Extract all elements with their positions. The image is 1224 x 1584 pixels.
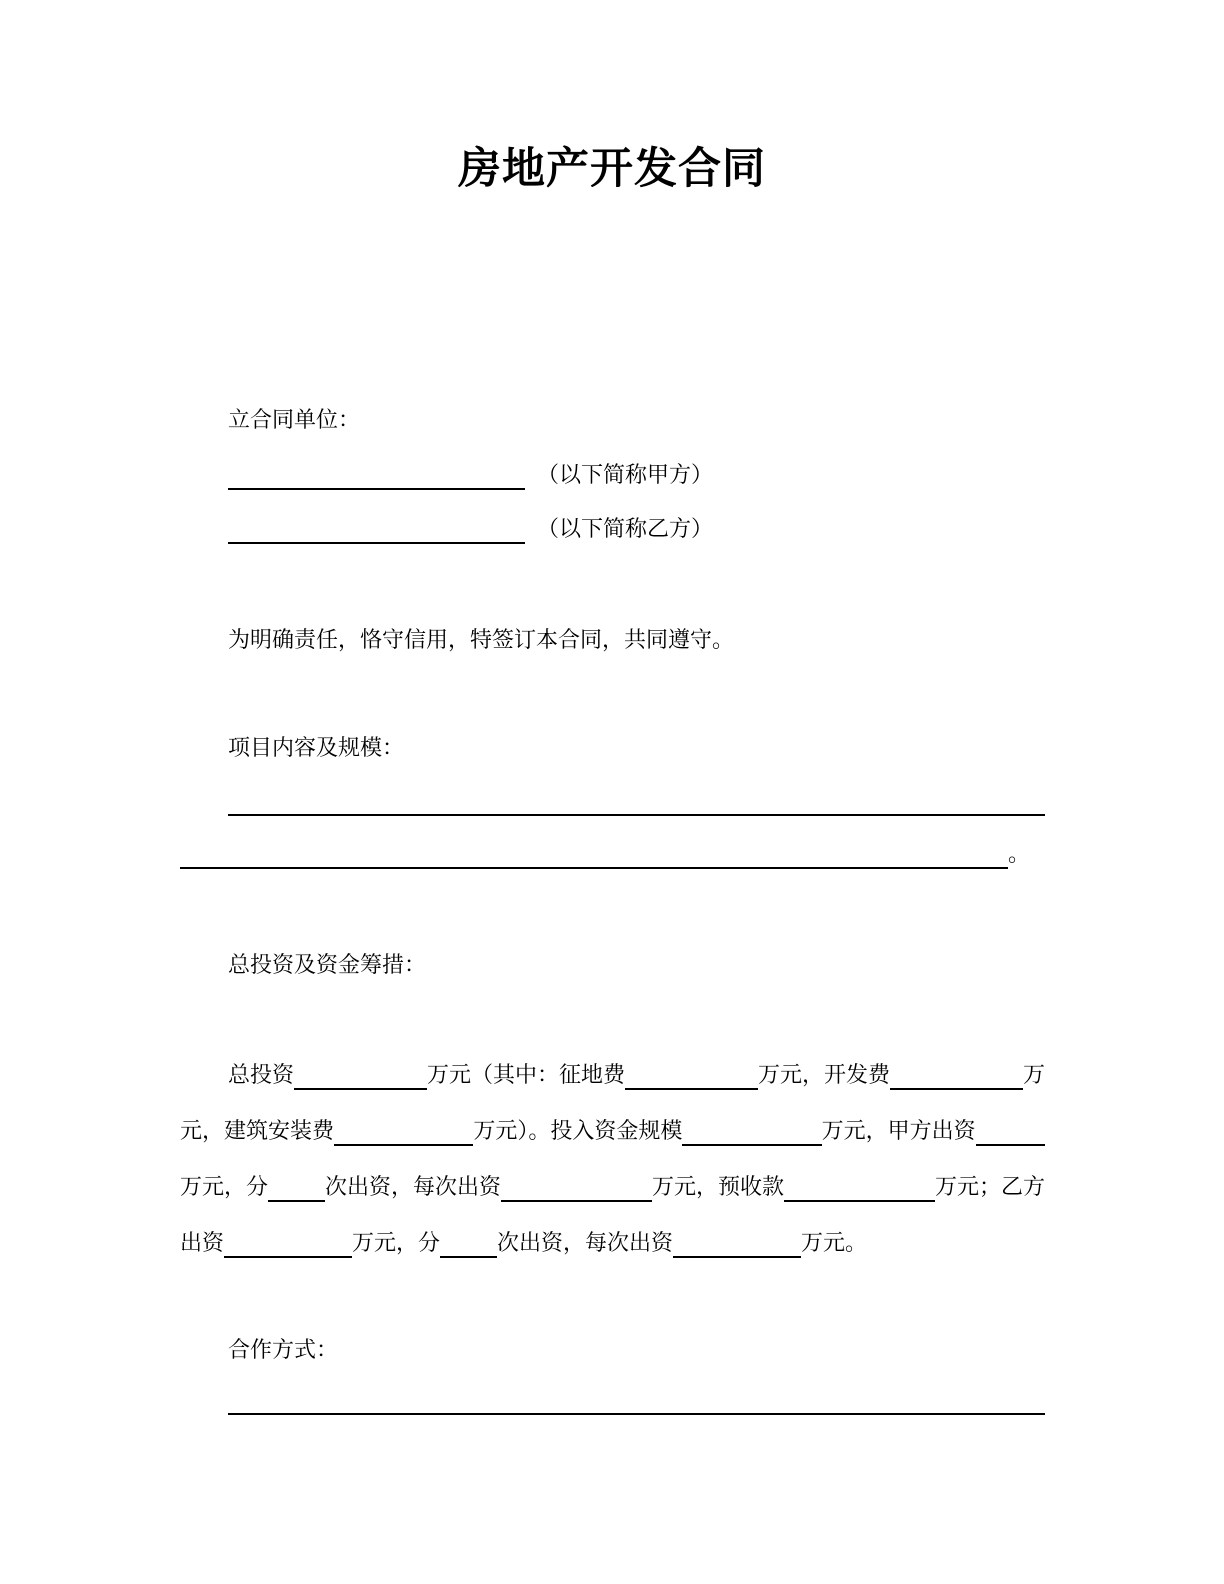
- fill-in-blank: [976, 1116, 1045, 1146]
- paragraph-text-segment: 万元）。投入资金规模: [473, 1118, 683, 1143]
- fill-in-blank: [673, 1228, 801, 1258]
- paragraph-text-segment: 万元，分: [352, 1230, 441, 1255]
- paragraph-text-segment: 元，建筑安装费: [180, 1118, 335, 1143]
- investment-paragraph: [180, 1060, 1045, 1284]
- project-fill-in-blank-2: [180, 839, 1008, 869]
- paragraph-text-segment: 次出资，每次出资: [497, 1230, 674, 1255]
- fill-in-blank: [890, 1060, 1023, 1090]
- fill-in-blank: [625, 1060, 758, 1090]
- parties-label: 立合同单位：: [228, 407, 361, 432]
- paragraph-line: [180, 1172, 1045, 1202]
- paragraph-text-segment: 万元（其中：征地费: [427, 1062, 626, 1087]
- project-line-end-period: 。: [1008, 841, 1031, 866]
- party-a-row: [228, 460, 713, 490]
- paragraph-text-segment: 万元，预收款: [652, 1174, 785, 1199]
- paragraph-line: [180, 1060, 1045, 1090]
- party-b-suffix: （以下简称乙方）: [537, 516, 714, 541]
- party-b-fill-in-blank: [228, 514, 525, 544]
- cooperation-fill-in-line: [228, 1383, 1045, 1415]
- project-heading: 项目内容及规模：: [228, 735, 405, 760]
- investment-heading: 总投资及资金筹措：: [228, 952, 427, 977]
- paragraph-text-segment: 万元；乙方: [934, 1174, 1045, 1199]
- paragraph-line: [180, 1116, 1045, 1146]
- fill-in-blank: [440, 1228, 497, 1258]
- paragraph-text-segment: 万元，甲方出资: [821, 1118, 976, 1143]
- fill-in-blank: [784, 1172, 935, 1202]
- fill-in-blank: [334, 1116, 473, 1146]
- paragraph-text-segment: 出资: [180, 1230, 225, 1255]
- cooperation-heading: 合作方式：: [228, 1337, 339, 1362]
- project-fill-in-line-2: [180, 839, 1045, 869]
- paragraph-text-segment: 万元，分: [180, 1174, 269, 1199]
- paragraph-text-segment: 总投资: [228, 1062, 295, 1087]
- fill-in-blank: [268, 1172, 325, 1202]
- fill-in-blank: [501, 1172, 652, 1202]
- preamble-text: 为明确责任，恪守信用，特签订本合同，共同遵守。: [228, 627, 735, 652]
- paragraph-text-segment: 次出资，每次出资: [325, 1174, 502, 1199]
- contract-title: 房地产开发合同: [458, 145, 766, 193]
- party-a-fill-in-blank: [228, 460, 525, 490]
- party-b-row: [228, 514, 713, 544]
- party-a-suffix: （以下简称甲方）: [537, 462, 714, 487]
- paragraph-text-segment: 万: [1023, 1062, 1046, 1087]
- paragraph-text-segment: 万元。: [801, 1230, 868, 1255]
- project-fill-in-line-1: [228, 784, 1045, 816]
- paragraph-line: [180, 1228, 1045, 1258]
- paragraph-text-segment: 万元，开发费: [758, 1062, 891, 1087]
- fill-in-blank: [682, 1116, 821, 1146]
- fill-in-blank: [294, 1060, 427, 1090]
- fill-in-blank: [224, 1228, 352, 1258]
